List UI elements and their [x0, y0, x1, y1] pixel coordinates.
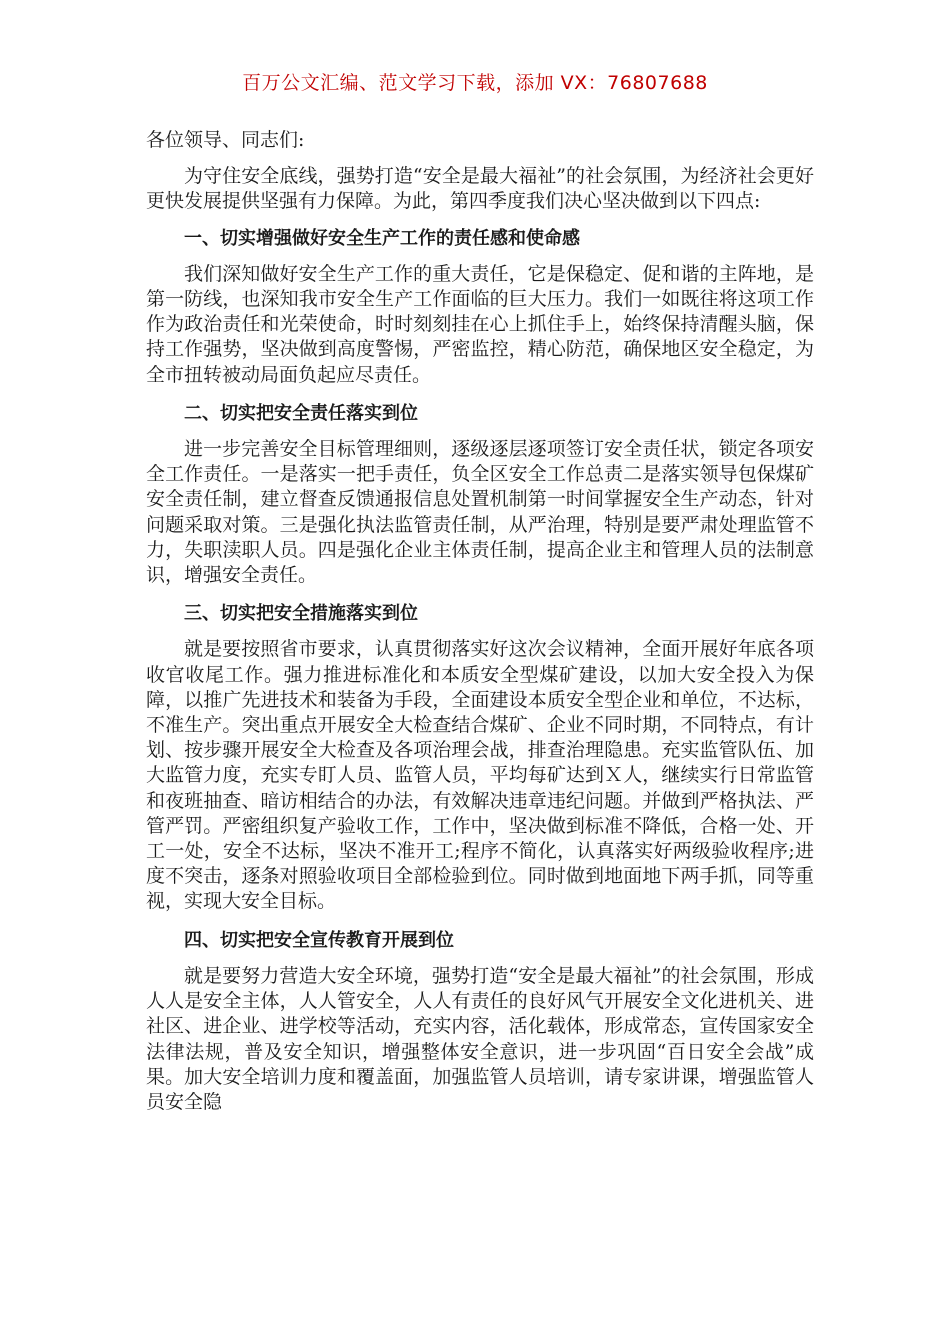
- intro-paragraph: 为守住安全底线，强势打造“安全是最大福祉”的社会氛围，为经济社会更好更快发展提供坚强有力保障。为此，第四季度我们决心坚决做到以下四点:: [146, 165, 814, 213]
- header-banner: 百万公文汇编、范文学习下载，添加 VX：76807688: [242, 72, 708, 94]
- section-3: [146, 601, 814, 914]
- section-paragraph: 我们深知做好安全生产工作的重大责任，它是保稳定、促和谐的主阵地，是第一防线，也深知我市安全生产工作面临的巨大压力。我们一如既往将这项工作作为政治责任和光荣使命，时时刻刻挂在心上抓住手上，始终保持清醒头脑，保持工作强势，坚决做到高度警惕，严密监控，精心防范，确保地区安全稳定，为全市扭转被动局面负起应尽责任。: [146, 262, 814, 386]
- section-paragraph: 就是要按照省市要求，认真贯彻落实好这次会议精神，全面开展好年底各项收官收尾工作。强力推进标准化和本质安全型煤矿建设，以加大安全投入为保障，以推广先进技术和装备为手段，全面建设本质安全型企业和单位，不达标，不准生产。突出重点开展安全大检查结合煤矿、企业不同时期，不同特点，有计划、按步骤开展安全大检查及各项治理会战，排查治理隐患。充实监管队伍、加大监管力度，充实专盯人员、监管人员，平均每矿达到Ｘ人，继续实行日常监管和夜班抽查、暗访相结合的办法，有效解决违章违纪问题。并做到严格执法、严管严罚。严密组织复产验收工作，工作中，坚决做到标准不降低，合格一处、开工一处，安全不达标，坚决不准开工;程序不简化，认真落实好两级验收程序;进度不突击，逐条对照验收项目全部检验到位。同时做到地面地下两手抓，同等重视，实现大安全目标。: [146, 638, 814, 913]
- section-1: [146, 226, 814, 388]
- section-heading: 三、切实把安全措施落实到位: [184, 603, 418, 625]
- section-paragraph: 进一步完善安全目标管理细则，逐级逐层逐项签订安全责任状，锁定各项安全工作责任。一是落实一把手责任，负全区安全工作总责二是落实领导包保煤矿安全责任制，建立督查反馈通报信息处置机制第一时间掌握安全生产动态，针对问题采取对策。三是强化执法监管责任制，从严治理，特别是要严肃处理监管不力，失职渎职人员。四是强化企业主体责任制，提高企业主和管理人员的法制意识，增强安全责任。: [146, 438, 814, 587]
- section-heading: 四、切实把安全宣传教育开展到位: [184, 929, 454, 951]
- section-4: [146, 928, 814, 1115]
- salutation: 各位领导、同志们:: [146, 129, 305, 151]
- section-heading: 一、切实增强做好安全生产工作的责任感和使命感: [184, 227, 580, 249]
- section-paragraph: 就是要努力营造大安全环境，强势打造“安全是最大福祉”的社会氛围，形成人人是安全主体，人人管安全，人人有责任的良好风气开展安全文化进机关、进社区、进企业、进学校等活动，充实内容，活化载体，形成常态，宣传国家安全法律法规，普及安全知识，增强整体安全意识，进一步巩固“百日安全会战”成果。加大安全培训力度和覆盖面，加强监管人员培训，请专家讲课，增强监管人员安全隐: [146, 964, 814, 1113]
- document-body: [146, 128, 814, 1128]
- section-heading: 二、切实把安全责任落实到位: [184, 402, 418, 424]
- section-2: [146, 401, 814, 588]
